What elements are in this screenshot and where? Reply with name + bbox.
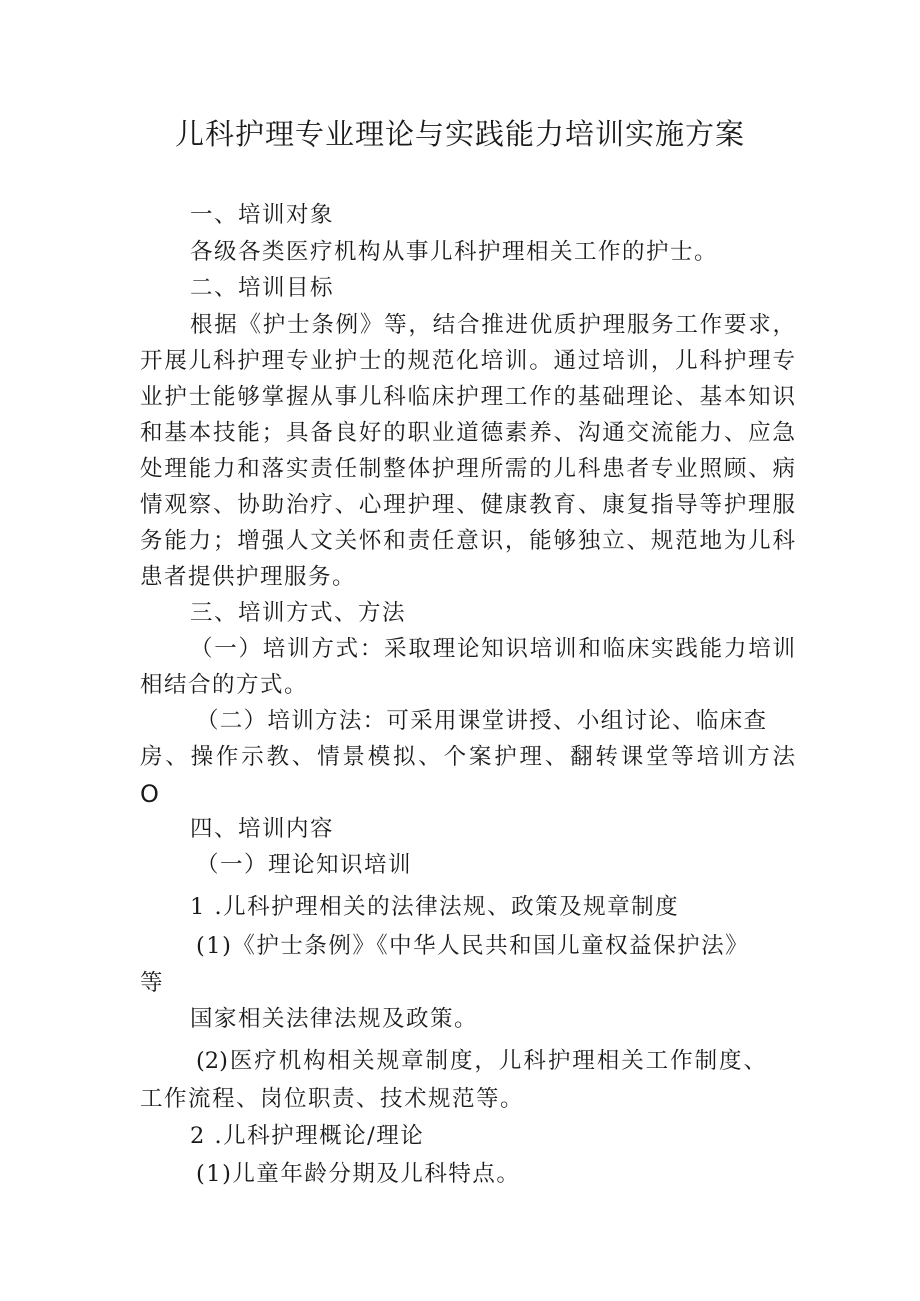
paragraph-line: 处理能力和落实责任制整体护理所需的儿科患者专业照顾、病 <box>140 456 795 482</box>
paragraph-line: 业护士能够掌握从事儿科临床护理工作的基础理论、基本知识 <box>140 384 795 410</box>
paragraph-line: （二）培训方法：可采用课堂讲授、小组讨论、临床查 <box>196 708 766 734</box>
document-title: 儿科护理专业理论与实践能力培训实施方案 <box>174 117 745 151</box>
list-item: (1)《护士条例》《中华人民共和国儿童权益保护法》 <box>196 933 750 959</box>
list-item: (1)儿童年龄分期及儿科特点。 <box>196 1161 521 1187</box>
paragraph-line: 工作流程、岗位职责、技术规范等。 <box>140 1086 525 1112</box>
section-heading: 三、培训方式、方法 <box>190 600 407 626</box>
list-item: (2)医疗机构相关规章制度，儿科护理相关工作制度、 <box>196 1048 766 1074</box>
paragraph-line: 情观察、协助治疗、心理护理、健康教育、康复指导等护理服 <box>140 492 795 518</box>
paragraph-line: 等 <box>140 970 165 996</box>
paragraph-line: O <box>140 780 161 808</box>
list-item: 1 .儿科护理相关的法律法规、政策及规章制度 <box>190 894 680 920</box>
subsection-heading: （一）理论知识培训 <box>196 852 413 878</box>
paragraph-line: 房、操作示教、情景模拟、个案护理、翻转课堂等培训方法 <box>140 744 795 770</box>
section-heading: 一、培训对象 <box>190 202 335 228</box>
paragraph-line: 和基本技能；具备良好的职业道德素养、沟通交流能力、应急 <box>140 420 795 446</box>
paragraph-line: 开展儿科护理专业护士的规范化培训。通过培训，儿科护理专 <box>140 348 795 374</box>
paragraph-line: 相结合的方式。 <box>140 672 309 698</box>
paragraph-line: 患者提供护理服务。 <box>140 564 357 590</box>
paragraph-line: 务能力；增强人文关怀和责任意识，能够独立、规范地为儿科 <box>140 528 795 554</box>
paragraph-line: （一）培训方式：采取理论知识培训和临床实践能力培训 <box>190 636 795 662</box>
list-item: 2 .儿科护理概论/理论 <box>190 1123 425 1149</box>
section-heading: 四、培训内容 <box>190 816 335 842</box>
paragraph-line: 根据《护士条例》等，结合推进优质护理服务工作要求， <box>190 312 795 338</box>
section-heading: 二、培训目标 <box>190 275 335 301</box>
paragraph-line: 国家相关法律法规及政策。 <box>190 1006 479 1032</box>
paragraph-line: 各级各类医疗机构从事儿科护理相关工作的护士。 <box>190 239 719 265</box>
